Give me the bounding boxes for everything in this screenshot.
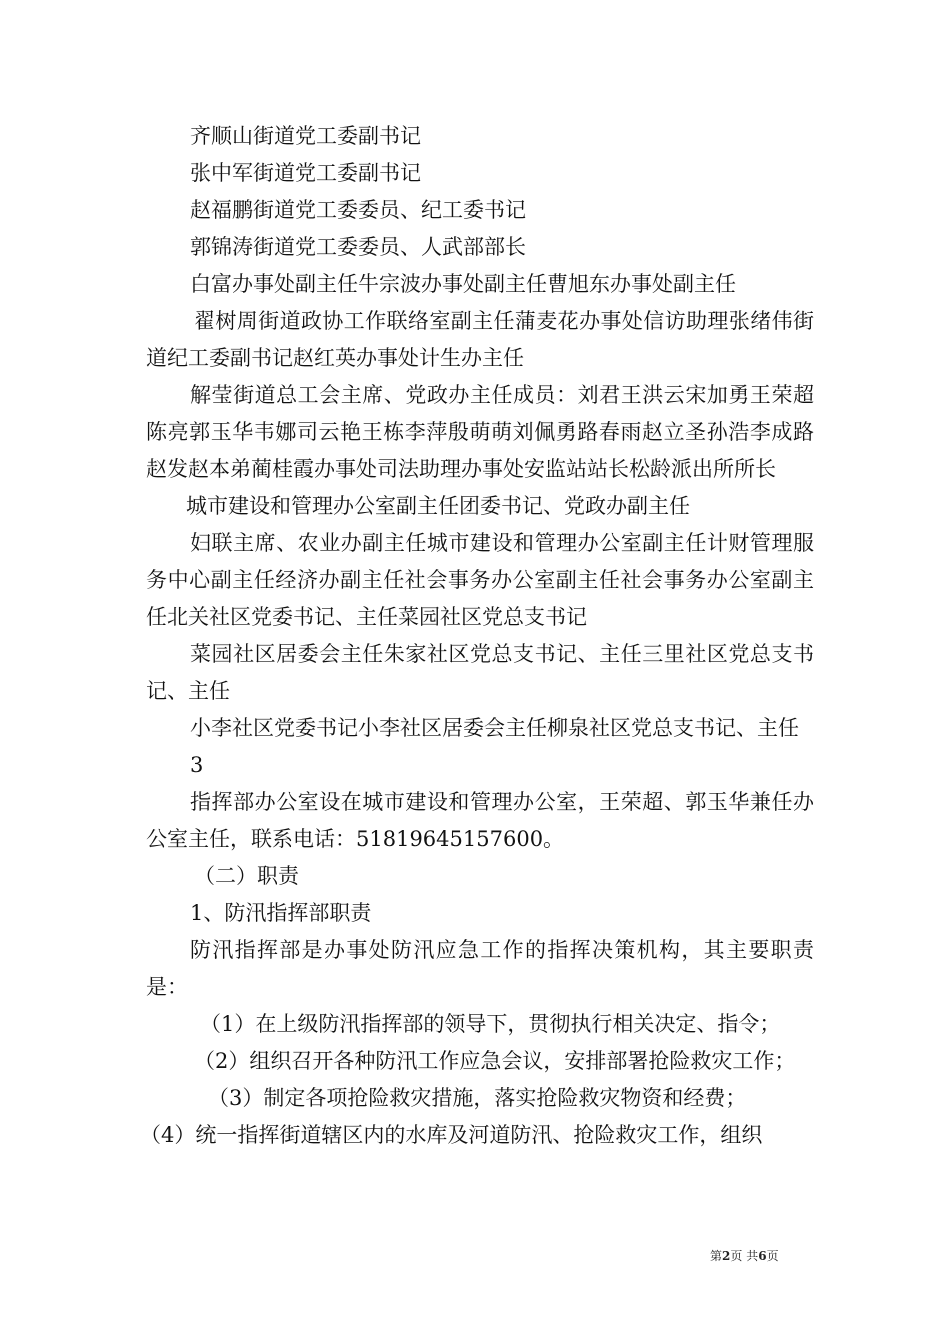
- page-number-prefix: 第: [710, 1249, 723, 1263]
- paragraph: 小李社区党委书记小李社区居委会主任柳泉社区党总支书记、主任: [190, 716, 799, 740]
- paragraph: 赵福鹏街道党工委委员、纪工委书记: [190, 198, 526, 222]
- current-page-number: 2: [722, 1249, 731, 1263]
- paragraph: 翟树周街道政协工作联络室副主任蒲麦花办事处信访助理张绪伟街道纪工委副书记赵红英办事处计生办主任: [146, 309, 814, 370]
- paragraph: 妇联主席、农业办副主任城市建设和管理办公室副主任计财管理服务中心副主任经济办副主任社会事务办公室副主任社会事务办公室副主任北关社区党委书记、主任菜园社区党总支书记: [146, 531, 814, 629]
- total-pages-number: 6: [758, 1249, 767, 1263]
- list-item: （4）统一指挥街道辖区内的水库及河道防汛、抢险救灾工作，组织: [140, 1123, 763, 1147]
- page-number: [710, 1248, 779, 1264]
- paragraph: 指挥部办公室设在城市建设和管理办公室，王荣超、郭玉华兼任办公室主任，联系电话：51819645157600。: [146, 790, 814, 851]
- paragraph: 菜园社区居委会主任朱家社区党总支书记、主任三里社区党总支书记、主任: [146, 642, 814, 703]
- page-number-middle: 页 共: [730, 1249, 759, 1263]
- paragraph: 齐顺山街道党工委副书记: [190, 124, 421, 148]
- document-body: [140, 118, 814, 1154]
- section-marker: 3: [190, 753, 204, 777]
- paragraph: 解莹街道总工会主席、党政办主任成员：刘君王洪云宋加勇王荣超陈亮郭玉华韦娜司云艳王栋李萍殷萌萌刘佩勇路春雨赵立圣孙浩李成路赵发赵本弟蔺桂霞办事处司法助理办事处安监站站长松龄派出所所长: [146, 383, 814, 481]
- paragraph: 郭锦涛街道党工委委员、人武部部长: [190, 235, 526, 259]
- list-item: （2）组织召开各种防汛工作应急会议，安排部署抢险救灾工作；: [194, 1049, 796, 1073]
- section-heading: （二）职责: [194, 864, 299, 888]
- paragraph: 张中军街道党工委副书记: [190, 161, 421, 185]
- paragraph: 白富办事处副主任牛宗波办事处副主任曹旭东办事处副主任: [190, 272, 736, 296]
- subsection-heading: 1、防汛指挥部职责: [190, 901, 372, 925]
- paragraph: 城市建设和管理办公室副主任团委书记、党政办副主任: [186, 494, 690, 518]
- list-item: （1）在上级防汛指挥部的领导下，贯彻执行相关决定、指令；: [200, 1012, 781, 1036]
- list-item: （3）制定各项抢险救灾措施，落实抢险救灾物资和经费；: [208, 1086, 747, 1110]
- page-number-suffix: 页: [766, 1249, 779, 1263]
- paragraph: 防汛指挥部是办事处防汛应急工作的指挥决策机构，其主要职责是：: [146, 938, 814, 999]
